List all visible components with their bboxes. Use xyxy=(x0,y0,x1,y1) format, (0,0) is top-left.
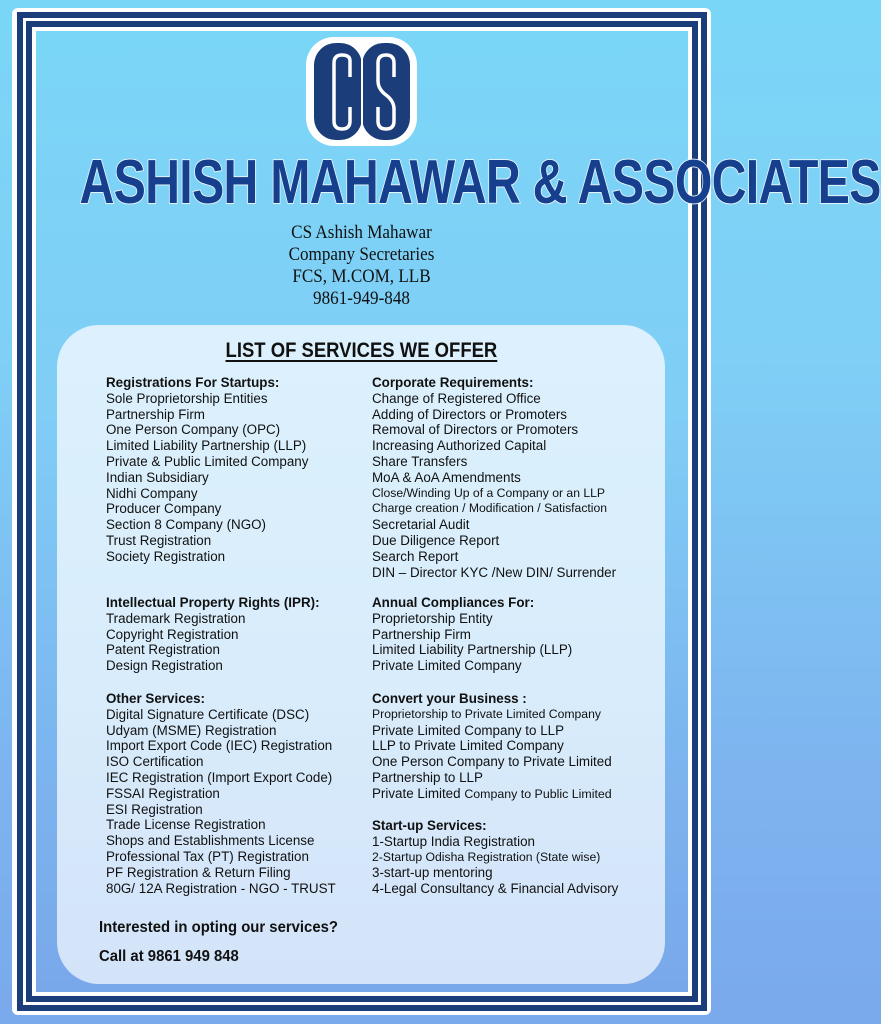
list-item: One Person Company to Private Limited xyxy=(372,754,612,770)
person-name: CS Ashish Mahawar xyxy=(291,222,432,243)
section-startup-services xyxy=(372,818,618,897)
cta-call-text: Call at 9861 949 848 xyxy=(99,948,239,965)
cs-logo-icon xyxy=(306,37,417,146)
section-ipr xyxy=(106,595,320,674)
services-heading xyxy=(0,338,723,364)
cta-question-text: Interested in opting our services? xyxy=(99,919,338,936)
section-title: Convert your Business : xyxy=(372,691,527,706)
list-item: Due Diligence Report xyxy=(372,532,500,548)
section-other-services xyxy=(106,691,336,896)
list-item: FSSAI Registration xyxy=(106,785,220,801)
list-item: MoA & AoA Amendments xyxy=(372,469,521,485)
list-item: Charge creation / Modification / Satisfaction xyxy=(372,501,608,516)
list-item: Trademark Registration xyxy=(106,610,246,626)
section-title: Registrations For Startups: xyxy=(106,375,280,390)
list-item: PF Registration & Return Filing xyxy=(106,864,291,880)
section-corporate-requirements xyxy=(372,375,616,580)
section-convert-business xyxy=(372,691,612,803)
list-item: Design Registration xyxy=(106,658,223,674)
list-item: Search Report xyxy=(372,548,459,564)
list-item: Shops and Establishments License xyxy=(106,833,315,849)
profession: Company Secretaries xyxy=(288,244,435,265)
section-startup-registrations xyxy=(106,375,308,565)
list-item: Digital Signature Certificate (DSC) xyxy=(106,706,310,722)
list-item: 1-Startup India Registration xyxy=(372,833,536,849)
list-item: DIN – Director KYC /New DIN/ Surrender xyxy=(372,564,617,580)
list-item: Proprietorship Entity xyxy=(372,610,493,626)
list-item: Producer Company xyxy=(106,501,222,517)
list-item: Private & Public Limited Company xyxy=(106,453,309,469)
services-heading-text: LIST OF SERVICES WE OFFER xyxy=(225,339,498,362)
list-item: ISO Certification xyxy=(106,754,204,770)
list-item: Partnership to LLP xyxy=(372,769,483,785)
section-title: Annual Compliances For: xyxy=(372,595,535,610)
list-item: 4-Legal Consultancy & Financial Advisory xyxy=(372,881,619,897)
section-title: Other Services: xyxy=(106,691,205,706)
list-item: Adding of Directors or Promoters xyxy=(372,406,567,422)
list-item: Professional Tax (PT) Registration xyxy=(106,848,309,864)
list-item: Change of Registered Office xyxy=(372,390,541,406)
list-item: Private Limited Company xyxy=(372,658,522,674)
list-item: Removal of Directors or Promoters xyxy=(372,422,579,438)
phone-number: 9861-949-848 xyxy=(313,288,410,309)
list-item: Partnership Firm xyxy=(372,626,471,642)
list-item: Limited Liability Partnership (LLP) xyxy=(372,642,573,658)
list-item: 3-start-up mentoring xyxy=(372,865,493,881)
contact-block xyxy=(0,222,723,310)
list-item: Private Limited Company to LLP xyxy=(372,722,565,738)
list-item: Udyam (MSME) Registration xyxy=(106,722,277,738)
section-title: Start-up Services: xyxy=(372,818,487,833)
list-item: Increasing Authorized Capital xyxy=(372,438,547,454)
qualifications: FCS, M.COM, LLB xyxy=(292,266,431,287)
list-item: Import Export Code (IEC) Registration xyxy=(106,738,333,754)
list-item: Copyright Registration xyxy=(106,626,239,642)
list-item: Proprietorship to Private Limited Company xyxy=(372,706,601,721)
cta-question xyxy=(99,919,356,937)
list-item: Trade License Registration xyxy=(106,817,266,833)
list-item: 80G/ 12A Registration - NGO - TRUST xyxy=(106,880,336,896)
list-item: LLP to Private Limited Company xyxy=(372,738,564,754)
list-item-part: Private Limited xyxy=(372,785,461,801)
section-annual-compliances xyxy=(372,595,572,674)
cta-call xyxy=(99,948,249,966)
list-item: Secretarial Audit xyxy=(372,517,470,533)
list-item-part: Company to Public Limited xyxy=(464,786,612,801)
list-item: Indian Subsidiary xyxy=(106,469,209,485)
list-item: Patent Registration xyxy=(106,642,220,658)
list-item: Share Transfers xyxy=(372,453,468,469)
list-item xyxy=(372,786,612,803)
list-item: One Person Company (OPC) xyxy=(106,422,281,438)
list-item: Partnership Firm xyxy=(106,406,205,422)
list-item: Society Registration xyxy=(106,548,226,564)
section-title: Corporate Requirements: xyxy=(372,375,534,390)
list-item: Close/Winding Up of a Company or an LLP xyxy=(372,485,606,500)
list-item: ESI Registration xyxy=(106,801,203,817)
list-item: IEC Registration (Import Export Code) xyxy=(106,769,333,785)
list-item: Section 8 Company (NGO) xyxy=(106,517,267,533)
list-item: Trust Registration xyxy=(106,532,212,548)
cs-logo xyxy=(306,37,417,146)
list-item: 2-Startup Odisha Registration (State wise) xyxy=(372,849,601,864)
section-title: Intellectual Property Rights (IPR): xyxy=(106,595,320,610)
firm-name: ASHISH MAHAWAR & ASSOCIATES xyxy=(79,148,881,217)
list-item: Sole Proprietorship Entities xyxy=(106,390,268,406)
list-item: Nidhi Company xyxy=(106,485,198,501)
list-item: Limited Liability Partnership (LLP) xyxy=(106,438,307,454)
